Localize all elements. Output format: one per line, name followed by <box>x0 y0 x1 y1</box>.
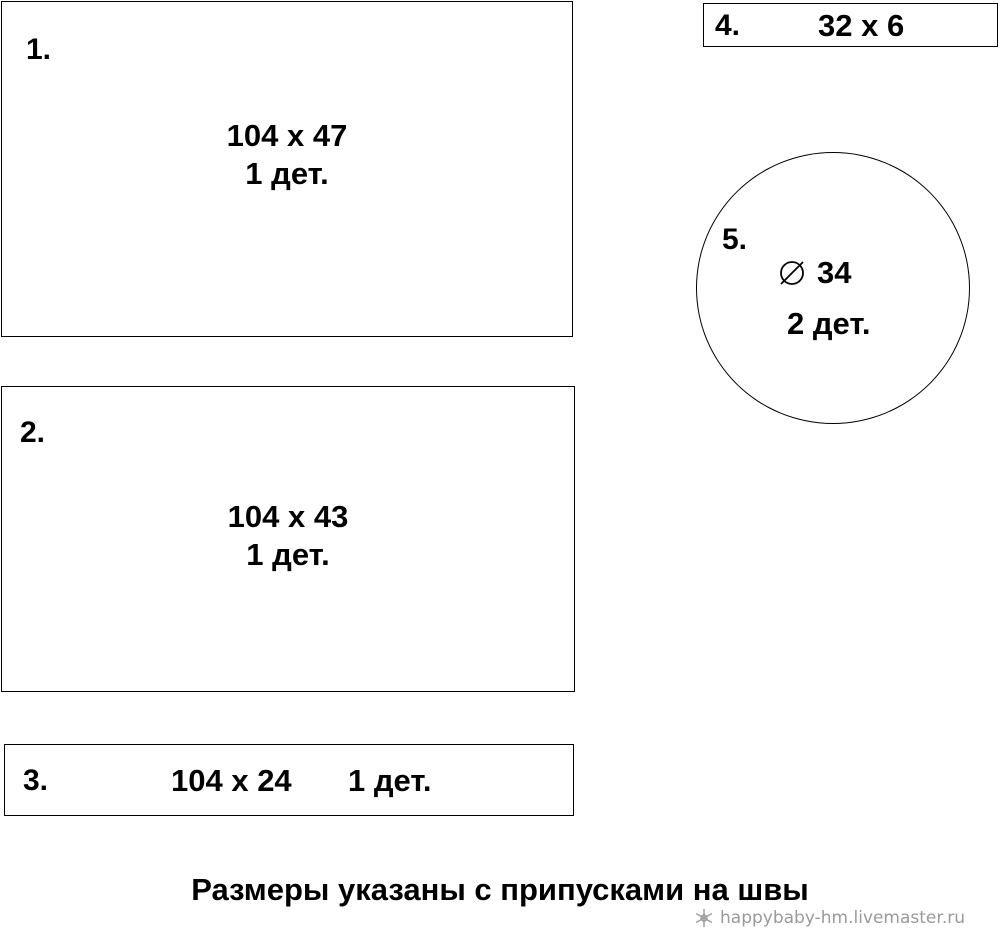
piece-2-label <box>2 498 574 574</box>
piece-2-rectangle <box>1 386 575 692</box>
piece-1-rectangle <box>1 1 573 337</box>
piece-4-dimensions: 32 x 6 <box>818 8 905 43</box>
piece-5-number: 5. <box>722 223 748 256</box>
piece-2-quantity: 1 дет. <box>246 537 330 572</box>
watermark <box>694 908 965 928</box>
piece-5-diameter-value: 34 <box>817 255 852 290</box>
piece-1-label <box>2 117 572 193</box>
piece-4-rectangle <box>703 3 998 47</box>
watermark-text: happybaby-hm.livemaster.ru <box>720 908 965 928</box>
piece-1-quantity: 1 дет. <box>245 156 329 191</box>
snowflake-icon <box>694 908 714 928</box>
piece-3-rectangle <box>4 744 574 816</box>
piece-1-number: 1. <box>26 33 52 66</box>
diameter-icon <box>777 258 807 288</box>
piece-5-diameter <box>777 257 851 288</box>
piece-2-number: 2. <box>20 416 46 449</box>
piece-3-quantity: 1 дет. <box>348 763 432 798</box>
piece-5-circle <box>696 152 970 424</box>
piece-3-number: 3. <box>23 764 49 797</box>
piece-4-number: 4. <box>715 9 741 42</box>
piece-1-dimensions: 104 x 47 <box>226 118 348 153</box>
seam-allowance-note: Размеры указаны с припусками на швы <box>191 872 809 907</box>
piece-3-dimensions: 104 x 24 <box>171 763 292 798</box>
piece-5-quantity: 2 дет. <box>787 306 871 341</box>
piece-2-dimensions: 104 x 43 <box>227 499 349 534</box>
